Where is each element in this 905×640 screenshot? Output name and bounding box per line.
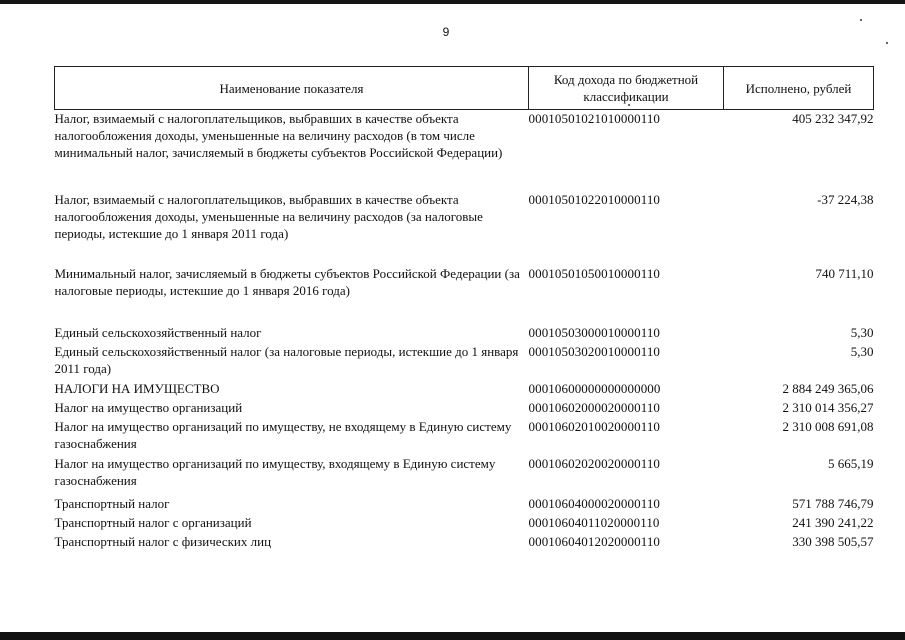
header-indicator-name: Наименование показателя	[55, 67, 529, 110]
row-revenue-code: 00010501021010000110	[528, 111, 661, 126]
table-row	[55, 110, 874, 191]
row-revenue-code: 00010604011020000110	[528, 514, 660, 530]
row-amount: 740 711,10	[815, 265, 874, 281]
row-amount: 2 310 008 691,08	[782, 418, 874, 434]
row-indicator-name: Налог на имущество организаций по имуществу, входящему в Единую систему газоснабжения	[54, 455, 496, 488]
row-amount: 405 232 347,92	[792, 111, 874, 126]
row-revenue-code: 00010602020020000110	[528, 455, 661, 471]
table-row	[55, 495, 874, 514]
row-amount: -37 224,38	[817, 191, 874, 207]
row-revenue-code: 00010602000020000110	[528, 399, 661, 415]
page-number: 9	[442, 25, 450, 39]
row-indicator-name: Транспортный налог	[54, 495, 170, 511]
row-indicator-name: Минимальный налог, зачисляемый в бюджеты субъектов Российской Федерации (за налоговые периоды, истекшие до 1 января 2016 года)	[54, 265, 520, 298]
row-amount: 571 788 746,79	[792, 495, 874, 511]
table-row	[55, 399, 874, 418]
header-revenue-code: Код дохода по бюджетной классификации	[529, 67, 724, 110]
scan-speck	[860, 19, 862, 21]
row-amount: 2 310 014 356,27	[782, 399, 874, 415]
row-revenue-code: 00010604000020000110	[528, 495, 661, 511]
row-revenue-code: 00010503000010000110	[528, 324, 661, 340]
table-row	[55, 343, 874, 380]
row-revenue-code: 00010600000000000000	[528, 380, 661, 396]
scan-edge-top	[0, 0, 905, 4]
scan-speck	[886, 42, 888, 44]
table-header-row	[55, 67, 874, 110]
table-row	[55, 533, 874, 552]
row-indicator-name: Транспортный налог с физических лиц	[54, 533, 272, 549]
row-amount: 2 884 249 365,06	[782, 380, 874, 396]
row-amount: 5,30	[850, 343, 874, 359]
row-revenue-code: 00010604012020000110	[528, 533, 661, 549]
table-row	[55, 455, 874, 495]
row-indicator-name: Единый сельскохозяйственный налог (за налоговые периоды, истекшие до 1 января 2011 года)	[54, 343, 519, 376]
table-row	[55, 418, 874, 455]
row-indicator-name: Налог, взимаемый с налогоплательщиков, выбравших в качестве объекта налогообложения доходы, уменьшенные на величину расходов (за налоговые периоды, истекшие до 1 января 2011 года)	[54, 191, 483, 241]
table-row	[55, 191, 874, 265]
row-revenue-code: 00010501050010000110	[528, 265, 661, 281]
row-indicator-name: Налог, взимаемый с налогоплательщиков, выбравших в качестве объекта налогообложения доходы, уменьшенные на величину расходов (в том числе минимальный налог, зачисляемый в бюджеты субъектов Российской Федерации)	[54, 111, 503, 160]
row-amount: 241 390 241,22	[792, 514, 874, 530]
scan-edge-bottom	[0, 632, 905, 640]
row-revenue-code: 00010503020010000110	[528, 343, 661, 359]
row-indicator-name: НАЛОГИ НА ИМУЩЕСТВО	[54, 380, 220, 396]
row-indicator-name: Единый сельскохозяйственный налог	[54, 324, 262, 340]
table-row	[55, 380, 874, 399]
table-row	[55, 265, 874, 324]
table-row	[55, 514, 874, 533]
row-revenue-code: 00010602010020000110	[528, 418, 661, 434]
row-revenue-code: 00010501022010000110	[528, 191, 661, 207]
row-amount: 330 398 505,57	[792, 533, 874, 549]
row-amount: 5 665,19	[828, 455, 874, 471]
row-indicator-name: Налог на имущество организаций	[54, 399, 243, 415]
revenue-table	[54, 66, 874, 552]
row-indicator-name: Транспортный налог с организаций	[54, 514, 252, 530]
row-amount: 5,30	[850, 324, 874, 340]
row-indicator-name: Налог на имущество организаций по имуществу, не входящему в Единую систему газоснабжения	[54, 418, 512, 451]
header-amount-executed: Исполнено, рублей	[724, 67, 874, 110]
table-row	[55, 324, 874, 343]
